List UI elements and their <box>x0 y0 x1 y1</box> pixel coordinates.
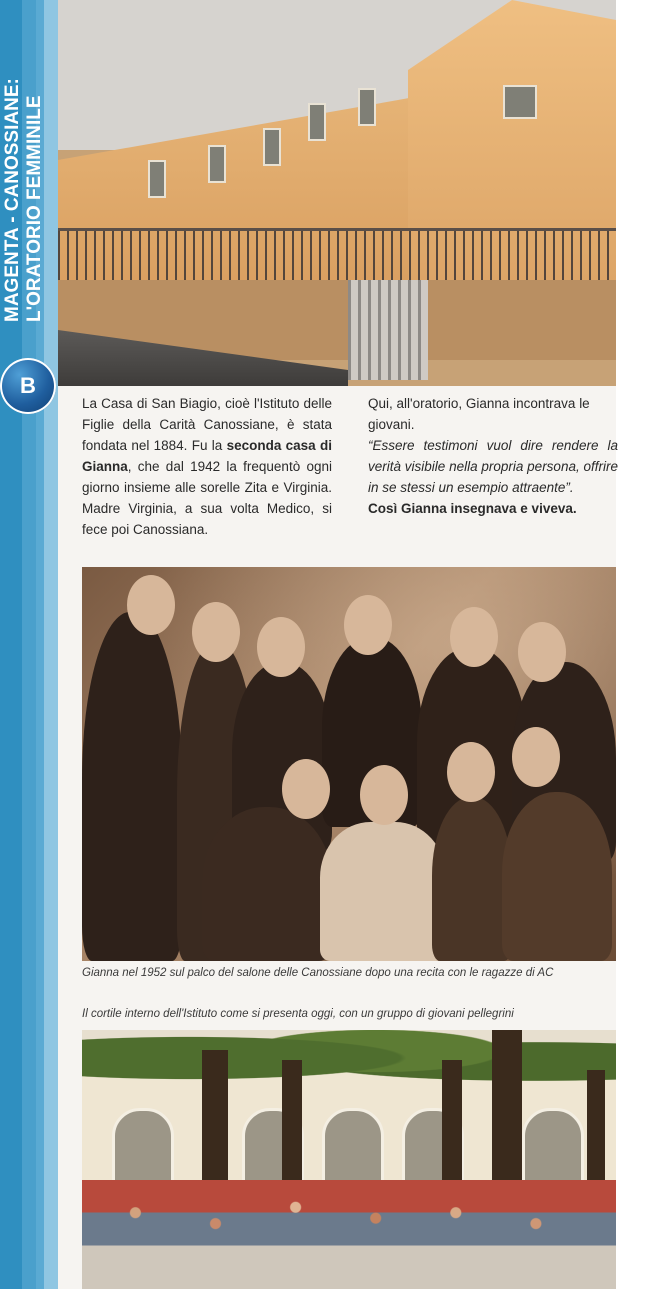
photo-group-face <box>447 742 495 802</box>
body-text-right-quote: “Essere testimoni vuol dire rendere la verità visibile nella propria persona, offrire in se stessi un esempio attraente”. <box>368 438 618 495</box>
body-text-left-part2: , che dal 1942 la frequentò ogni giorno insieme alle sorelle Zita e Virginia. Madre Virginia, a sua volta Medico, si fece poi Canossiana. <box>82 459 332 537</box>
caption-photo-group: Gianna nel 1952 sul palco del salone delle Canossiane dopo una recita con le ragazze di AC <box>82 967 554 979</box>
right-margin <box>616 0 645 1289</box>
section-badge: B <box>0 358 56 414</box>
photo-group-face <box>257 617 305 677</box>
photo-group-face <box>512 727 560 787</box>
body-text-right-closing-bold: Così Gianna insegnava e viveva. <box>368 501 577 516</box>
caption-photo-courtyard: Il cortile interno dell'Istituto come si presenta oggi, con un gruppo di giovani pellegrini <box>82 1008 514 1020</box>
sidebar <box>0 0 58 1289</box>
body-text-right-intro: Qui, all'oratorio, Gianna incontrava le giovani. <box>368 396 590 432</box>
photo-group-figure-light <box>320 822 446 961</box>
photo-building-window <box>148 160 166 198</box>
photo-building-window <box>308 103 326 141</box>
photo-group-figure <box>432 797 512 961</box>
photo-courtyard <box>82 1030 616 1289</box>
body-text-left-part1: La Casa di San Biagio, cioè l'Istituto delle Figlie della Carità Canossiane, è stata fondata nel 1884. Fu la <box>82 396 332 453</box>
photo-group-face <box>518 622 566 682</box>
body-text-left-bold: seconda casa di Gianna <box>82 438 332 474</box>
photo-group-figure <box>82 612 182 961</box>
photo-building-window <box>263 128 281 166</box>
body-text-right-closing <box>368 498 618 519</box>
photo-group-face <box>344 595 392 655</box>
photo-courtyard-foliage <box>82 1030 616 1100</box>
body-text-left <box>82 393 332 540</box>
photo-group-face <box>127 575 175 635</box>
photo-building-window <box>358 88 376 126</box>
photo-group-figure <box>202 807 332 961</box>
photo-group-1952 <box>82 567 616 961</box>
photo-building-window <box>208 145 226 183</box>
photo-group-face <box>450 607 498 667</box>
photo-building-window <box>503 85 537 119</box>
sidebar-title <box>2 2 54 322</box>
photo-courtyard-crowd <box>82 1180 616 1289</box>
photo-building <box>58 0 616 386</box>
photo-group-face <box>360 765 408 825</box>
sidebar-title-line1: MAGENTA - CANOSSIANE: <box>2 78 23 322</box>
body-text-right <box>368 393 618 519</box>
photo-group-face <box>282 759 330 819</box>
photo-group-face <box>192 602 240 662</box>
photo-building-fence <box>58 228 616 283</box>
sidebar-title-line2: L'ORATORIO FEMMINILE <box>24 95 45 322</box>
photo-building-gate <box>348 280 428 380</box>
photo-group-figure <box>502 792 612 961</box>
